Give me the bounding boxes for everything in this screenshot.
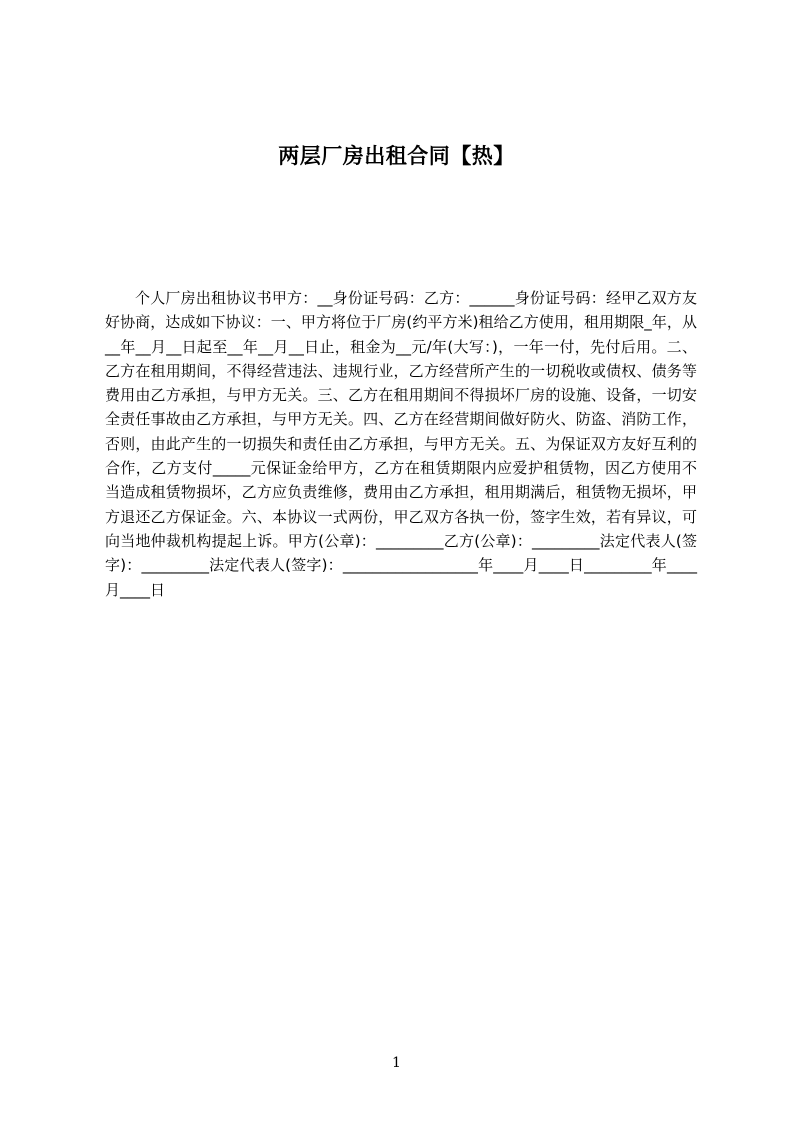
contract-body: 个人厂房出租协议书甲方：__身份证号码：乙方：______身份证号码：经甲乙双方友好协商，达成如下协议：一、甲方将位于厂房(约平方米)租给乙方使用，租用期限_年，从__年__月__日起至__年__月__日止，租金为__元/年(大写：)，一年一付，先付后用。二、乙方在租用期间，不得经营违法、违规行业，乙方经营所产生的一切税收或债权、债务等费用由乙方承担，与甲方无关。三、乙方在租用期间不得损坏厂房的设施、设备，一切安全责任事故由乙方承担，与甲方无关。四、乙方在经营期间做好防火、防盗、消防工作，否则，由此产生的一切损失和责任由乙方承担，与甲方无关。五、为保证双方友好互利的合作，乙方支付_____元保证金给甲方，乙方在租赁期限内应爱护租赁物，因乙方使用不当造成租赁物损坏，乙方应负责维修，费用由乙方承担，租用期满后，租赁物无损坏，甲方退还乙方保证金。六、本协议一式两份，甲乙双方各执一份，签字生效，若有异议，可向当地仲裁机构提起上诉。甲方(公章)：_________乙方(公章)：_________法定代表人(签字)：_________法定代表人(签字)：__________________年____月____日_________年____月____日 [105,289,697,599]
page-number: 1 [392,1055,401,1071]
document-title: 两层厂房出租合同【热】 [278,144,515,168]
